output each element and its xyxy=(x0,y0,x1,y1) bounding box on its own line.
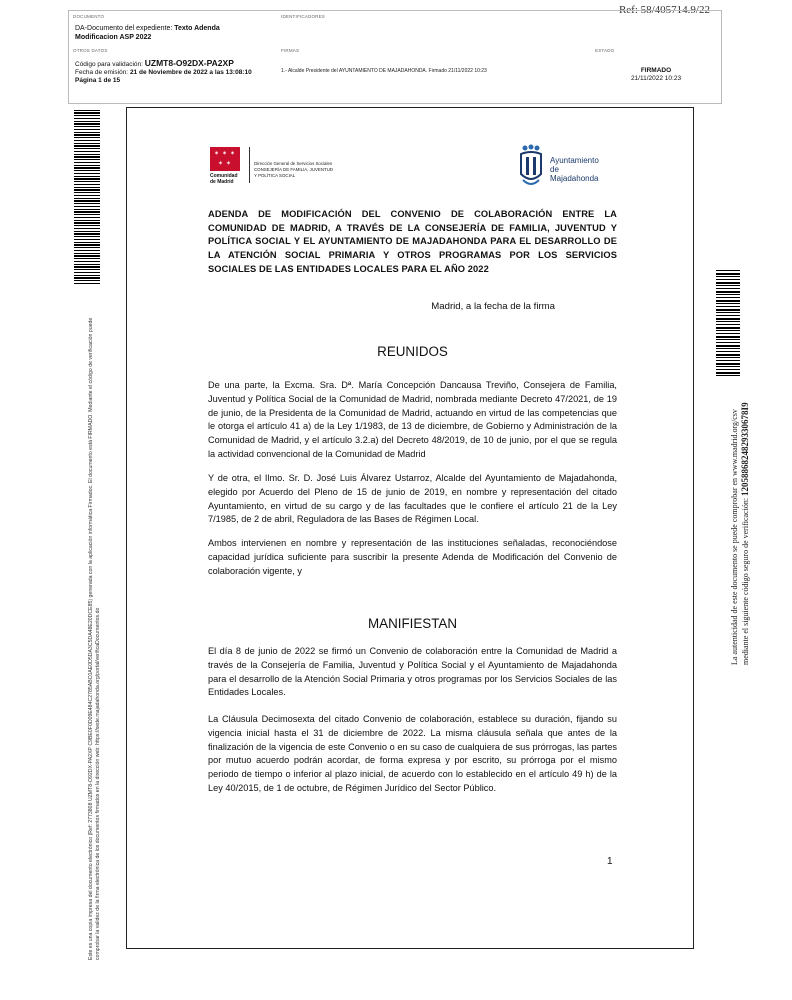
cm-dept-line-3: Y POLÍTICA SOCIAL xyxy=(254,173,296,178)
date-line: Madrid, a la fecha de la firma xyxy=(431,301,555,312)
firmas-cell xyxy=(277,45,591,103)
identificadores-caption: IDENTIFICADORES xyxy=(281,14,326,19)
majadahonda-emblem-icon xyxy=(518,144,544,188)
page-count: Página 1 de 15 xyxy=(75,77,121,84)
csv-side-text xyxy=(730,365,751,665)
verification-side-text: Este es una copia impresa del documento electrónico (Ref: 2773808 UZMT8-O92DX-PA2XP C9BE0F0D09E484C2785ABC0AE0D5DA3C5DA48E20DCE85) generada con la aplicación informática Firmadoc. El documento está FIRMADO. Mediante el código de verificación puede comprobar la validez de la firma electrónica de los documentos firmados en la dirección web: https://sede.majadahonda.org/portal/verificaDocumentos.do xyxy=(88,317,101,960)
fecha-value: 21 de Noviembre de 2022 a las 13:08:10 xyxy=(129,69,252,76)
documento-caption: DOCUMENTO xyxy=(73,14,105,19)
documento-subtitle: Modificacion ASP 2022 xyxy=(75,34,152,41)
csv-line-2: mediante el siguiente código seguro de verificación: xyxy=(741,497,750,665)
estado-value: FIRMADO xyxy=(640,67,672,74)
paragraph-4: El día 8 de junio de 2022 se firmó un Convenio de colaboración entre la Comunidad de Madrid a través de la Consejería de Familia, Juventud y Política Social y el Ayuntamiento de Majadahonda para el desarrollo de la Atención Social Primaria y otros programas por los Servicios Sociales de las Entidades Locales. xyxy=(208,646,617,698)
validation-code: UZMT8-O92DX-PA2XP xyxy=(144,58,234,68)
fecha-label: Fecha de emisión: xyxy=(75,69,129,76)
documento-cell xyxy=(69,11,277,45)
cm-name-line-1: Comunidad xyxy=(210,173,238,179)
cm-name-line-2: de Madrid xyxy=(210,179,234,185)
mj-name-line-1: Ayuntamiento xyxy=(550,156,599,165)
otros-datos-cell xyxy=(69,45,277,103)
right-barcode xyxy=(716,270,740,378)
left-barcode xyxy=(74,110,100,285)
paragraph-1: De una parte, la Excma. Sra. Dª. María Concepción Dancausa Treviño, Consejera de Familia, Juventud y Política Social de la Comunidad de Madrid, nombrada mediante Decreto 47/2021, de 19 de junio, de la Presidenta de la Comunidad de Madrid, actuando en virtud de las competencias que le otorga el artículo 41 a) de la Ley 1/1983, de 13 de diciembre, de Gobierno y Administración de la Comunidad de Madrid, y el artículo 3.2.a) del Decreto 48/2019, de 10 de junio, por el que se regula la actividad convencional de la Comunidad de Madrid xyxy=(208,380,617,459)
document-reference: Ref: 58/405714.9/22 xyxy=(618,4,710,16)
paragraph-5: La Cláusula Decimosexta del citado Convenio de colaboración, establece su duración, fijando su vigencia inicial hasta el 31 de diciembre de 2022. La misma cláusula señala que antes de la finalización de la vigencia de este Convenio o en su caso de cualquiera de sus prórrogas, las partes por mutuo acuerdo podrán acordar, de forma expresa y por escrito, su prórroga por el mismo periodo de tiempo o inferior al plazo inicial, de acuerdo con lo establecido en el artículo 49 h) de la Ley 40/2015, de 1 de octubre, de Régimen Jurídico del Sector Público. xyxy=(208,714,617,793)
csv-code: 1205886824829330678I9 xyxy=(740,402,750,496)
documento-label: DA-Documento del expediente: xyxy=(75,25,173,32)
identificadores-cell xyxy=(277,11,721,45)
estado-caption: ESTADO xyxy=(595,48,615,53)
document-title: ADENDA DE MODIFICACIÓN DEL CONVENIO DE COLABORACIÓN ENTRE LA COMUNIDAD DE MADRID, A TRAVÉS DE LA CONSEJERÍA DE FAMILIA, JUVENTUD Y POLÍTICA SOCIAL Y EL AYUNTAMIENTO DE MAJADAHONDA PARA EL DESARROLLO DE LA ATENCIÓN SOCIAL PRIMARIA Y OTROS PROGRAMAS POR LOS SERVICIOS SOCIALES DE LAS ENTIDADES LOCALES PARA EL AÑO 2022 xyxy=(208,209,617,274)
cm-dept-line-1: Dirección General de Servicios Sociales xyxy=(254,161,333,166)
estado-cell xyxy=(591,45,721,103)
firmas-caption: FIRMAS xyxy=(281,48,300,53)
codigo-label: Código para validación: xyxy=(75,61,143,68)
csv-line-1: La autenticidad de este documento se puede comprobar en www.madrid.org/csv xyxy=(730,409,739,665)
madrid-flag-icon: ✶ ✶ ✶ ✶ ✶ xyxy=(210,147,240,171)
estado-date: 21/11/2022 10:23 xyxy=(630,75,682,82)
firma-entry: 1.- Alcalde Presidente del AYUNTAMIENTO DE MAJADAHONDA. Firmado 21/11/2022 10:23 xyxy=(281,68,487,74)
page-number: 1 xyxy=(607,856,613,867)
paragraph-3: Ambos intervienen en nombre y representación de las instituciones señaladas, reconociéndose capacidad jurídica suficiente para suscribir la presente Adenda de Modificación del Convenio de colaboración vigente, y xyxy=(208,538,617,576)
logo-divider xyxy=(249,147,250,183)
documento-title: Texto Adenda xyxy=(174,25,220,32)
heading-manifiestan: MANIFIESTAN xyxy=(367,616,458,631)
mj-name-line-2: de Majadahonda xyxy=(550,165,599,183)
otros-datos-caption: OTROS DATOS xyxy=(73,48,108,53)
signature-header-table xyxy=(68,10,722,104)
paragraph-2: Y de otra, el Ilmo. Sr. D. José Luis Álvarez Ustarroz, Alcalde del Ayuntamiento de Majadahonda, elegido por Acuerdo del Pleno de 15 de junio de 2019, en nombre y representación del citado Ayuntamiento, en virtud de su cargo y de las facultades que le confiere el artículo 21 de la Ley 7/1985, de 2 de abril, Reguladora de las Bases de Régimen Local. xyxy=(208,473,617,525)
heading-reunidos: REUNIDOS xyxy=(377,344,448,359)
cm-dept-line-2: CONSEJERÍA DE FAMILIA, JUVENTUD xyxy=(254,167,334,172)
